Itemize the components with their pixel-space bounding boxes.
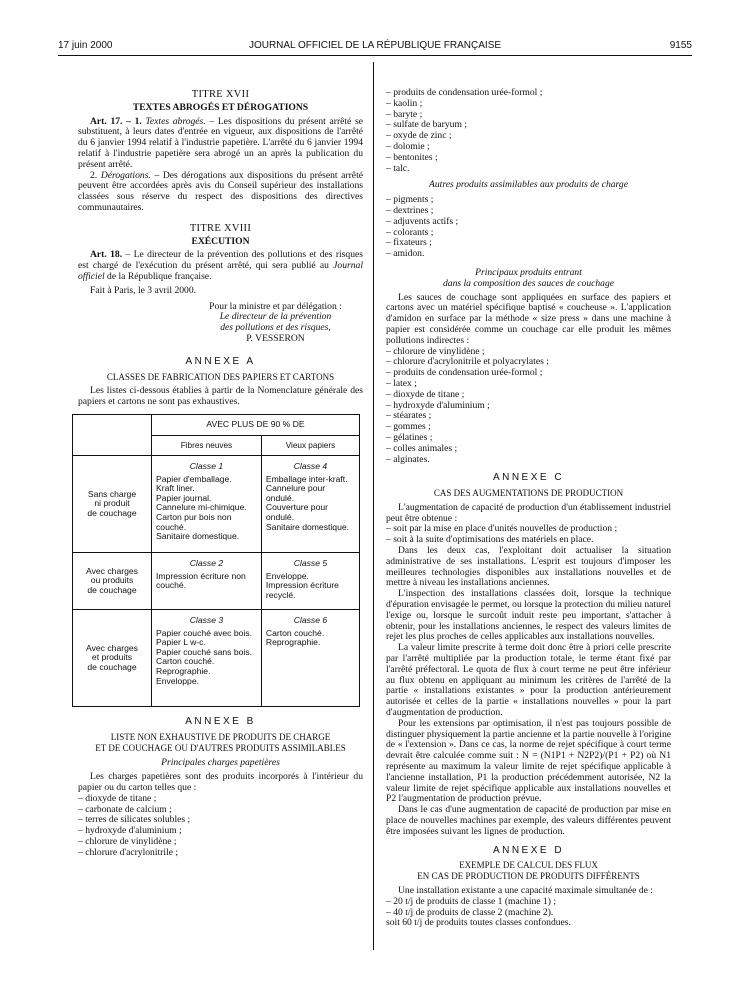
list-item: – bentonites ; (386, 153, 671, 164)
list-item: – amidon. (386, 249, 671, 260)
table-col-vieux-papiers: Vieux papiers (261, 435, 359, 456)
annexe-c-paragraph: La valeur limite prescrite à terme doit donc être à priori celle prescrite par l'arrêté multipliée par la production totale, le terme étant fixé par l'arrêté préfectoral. Le quota de flux à court terme ne peut être inférieur au flux obtenu en appliquant au minimum les critères de l'arrêté de la partie « installations existantes » pour la production antérieurement autorisée et celles de la partie « installations nouvelles » pour la part d'augmentation de production. (386, 642, 671, 719)
header-page-number: 9155 (669, 40, 692, 51)
list-item: – chlorure de vinylidène ; (78, 837, 363, 848)
list-item: – gélatines ; (386, 433, 671, 444)
annexe-d-heading: ANNEXE D (492, 844, 565, 856)
article-17-2-italic: Dérogations. (100, 169, 151, 181)
list-item: – 40 t/j de produits de classe 2 (machine 2). (386, 908, 671, 919)
article-18-text-a: – Le directeur de la prévention des pollutions et des risques est chargé de l'exécution du présent arrêté, qui sera publié au (78, 249, 364, 272)
signature-name: P. VESSERON (246, 332, 305, 344)
article-17-label: Art. 17. – 1. (90, 115, 142, 127)
titre-17-heading: TITRE XVII (191, 89, 250, 100)
class-products: Enveloppe. Impression écriture recyclé. (265, 570, 339, 600)
table-col-fibres-neuves: Fibres neuves (152, 435, 262, 456)
class-name: Classe 1 (189, 461, 224, 472)
sauces-list (386, 347, 671, 466)
class-name: Classe 6 (293, 615, 328, 626)
charges-list (78, 794, 363, 859)
article-18-text-b: de la République française. (107, 270, 212, 282)
class-products: Papier d'emballage. Kraft liner. Papier journal. Cannelure mi-chimique. Carton pur bois non couché. Sanitaire domestique. (156, 473, 247, 542)
list-item: – latex ; (386, 379, 671, 390)
annexe-c-paragraph: Pour les extensions par optimisation, il n'est pas toujours possible de distinguer physiquement la partie ancienne et la partie nouvelle à l'origine de « l'extension ». Dans ce cas, la norme de rejet spécifique à court terme devrait être calculée comme suit : N = (N1P1 + N2P2)/(P1 + P2) où N1 représente au maximum la valeur limite de rejet spécifique applicable à l'ancienne installation, P1 la production précédemment autorisée, N2 la valeur limite de rejet spécifique applicable aux installations nouvelles et P2 l'augmentation de production prévue. (386, 717, 671, 805)
classes-table (72, 414, 360, 707)
table-row (73, 553, 360, 610)
table-row (73, 610, 360, 707)
charges-list-continued (386, 88, 671, 174)
class-products: Papier couché avec bois. Papier L w-c. Papier couché sans bois. Carton couché. Reprographie. Enveloppe. (156, 627, 253, 686)
annexe-b-title-1: LISTE NON EXHAUSTIVE DE PRODUITS DE CHARGE (110, 731, 331, 742)
header-date: 17 juin 2000 (58, 40, 113, 51)
list-item: – chlorure d'acrylonitrile ; (78, 848, 363, 859)
list-item: – chlorure d'acrylonitrile et polyacrylates ; (386, 357, 671, 368)
list-item: – talc. (386, 164, 671, 175)
class-products: Impression écriture non couché. (156, 570, 246, 591)
table-cell (261, 456, 359, 553)
sauces-intro: Les sauces de couchage sont appliquées en surface des papiers et cartons avec un matériel spécifique baptisé « coucheuse ». L'application d'amidon en surface par la méthode « size press » dans une machine à papier est considérée comme un couchage car elle produit les mêmes pollutions indirectes : (386, 291, 671, 346)
page-header (58, 40, 692, 54)
table-cell (152, 456, 262, 553)
class-products: Emballage inter-kraft. Cannelure pour ondulé. Couverture pour ondulé. Sanitaire domestique. (265, 473, 350, 532)
table-row-label: Sans charge ni produit de couchage (73, 456, 152, 553)
list-item: – colles animales ; (386, 444, 671, 455)
list-item: – oxyde de zinc ; (386, 131, 671, 142)
annexe-b-heading: ANNEXE B (185, 716, 256, 728)
annexe-a-title: CLASSES DE FABRICATION DES PAPIERS ET CARTONS (106, 371, 335, 382)
table-cell (152, 553, 262, 610)
fait-a-paris: Fait à Paris, le 3 avril 2000. (90, 284, 197, 296)
table-cell (261, 610, 359, 707)
table-row-label: Avec charges ou produits de couchage (73, 553, 152, 610)
assimilables-subtitle: Autres produits assimilables aux produits de charge (429, 179, 628, 191)
article-18-label: Art. 18. (90, 249, 123, 261)
list-item: – dioxyde de titane ; (386, 390, 671, 401)
list-item: – hydroxyde d'aluminium ; (386, 401, 671, 412)
list-item: – colorants ; (386, 228, 671, 239)
class-products: Carton couché. Reprographie. (265, 627, 325, 648)
table-group-header: AVEC PLUS DE 90 % DE (152, 414, 360, 435)
article-17-2-label: 2. (90, 169, 98, 181)
annexe-c-paragraph: L'inspection des installations classées doit, lorsque la technique d'épuration envisagée le permet, ou lorsque la protection du milieu naturel l'exige ou, lorsque le surcoût induit reste peu important, s'attacher à obtenir, pour les installations anciennes, le respect des valeurs limites de rejet les plus proches de celles applicables aux installations nouvelles. (386, 588, 671, 643)
annexe-d-paragraph: Une installation existante a une capacité maximale simultanée de : (398, 884, 653, 896)
list-item: – baryte ; (386, 110, 671, 121)
class-name: Classe 2 (189, 558, 224, 569)
annexe-c-paragraph: Dans le cas d'une augmentation de capacité de production par mise en place de nouvelles machines par exemple, des valeurs différentes peuvent être imposées suivant les lignes de production. (386, 804, 671, 837)
annexe-d-title-2: EN CAS DE PRODUCTION DE PRODUITS DIFFÉRENTS (417, 871, 640, 882)
titre-18-subheading: EXÉCUTION (191, 235, 250, 247)
sauces-subtitle-2: dans la composition des sauces de couchage (442, 277, 615, 289)
annexe-c-title: CAS DES AUGMENTATIONS DE PRODUCTION (433, 488, 624, 499)
article-17-2-paragraph (78, 171, 363, 214)
list-item: – produits de condensation urée-formol ; (386, 368, 671, 379)
signature-line-1: Pour la ministre et par délégation : (209, 300, 342, 312)
annexe-d-total: soit 60 t/j de produits toutes classes confondues. (386, 917, 571, 929)
class-name: Classe 4 (293, 461, 328, 472)
article-17-paragraph (78, 117, 363, 171)
list-item: – pigments ; (386, 195, 671, 206)
list-item: – chlorure de vinylidène ; (386, 347, 671, 358)
annexe-a-heading: ANNEXE A (185, 355, 256, 367)
list-item: – adjuvents actifs ; (386, 217, 671, 228)
list-item: – stéarates ; (386, 411, 671, 422)
assimilables-list (386, 195, 671, 260)
list-item: – soit par la mise en place d'unités nouvelles de production ; (386, 524, 671, 535)
annexe-b-title-2: ET DE COUCHAGE OU D'AUTRES PRODUITS ASSIMILABLES (95, 742, 346, 753)
production-list (386, 897, 671, 919)
list-item: – 20 t/j de produits de classe 1 (machine 1) ; (386, 897, 671, 908)
header-journal-title: JOURNAL OFFICIEL DE LA RÉPUBLIQUE FRANÇAISE (248, 40, 502, 51)
list-item: – dextrines ; (386, 206, 671, 217)
table-row-label: Avec charges et produits de couchage (73, 610, 152, 707)
annexe-d-title-1: EXEMPLE DE CALCUL DES FLUX (459, 860, 598, 871)
augmentation-list (386, 524, 671, 546)
sauces-subtitle-1: Principaux produits entrant (475, 266, 582, 278)
titre-18-heading: TITRE XVIII (189, 222, 252, 234)
column-divider (373, 62, 374, 950)
table-cell (261, 553, 359, 610)
table-cell (152, 610, 262, 707)
article-17-text: – Les dispositions du présent arrêté se substituent, à leurs dates d'entrée en vigueur, aux dispositions de l'arrêté du 6 janvier 1994 relatif à l'industrie papetière. L'arrêté du 6 janvier 1994 relatif à l'industrie papetière sera abrogé un an après la publication du présent arrêté. (78, 115, 363, 170)
annexe-b-intro: Les charges papetières sont des produits incorporés à l'intérieur du papier ou du carton telles que : (78, 771, 363, 794)
left-column (78, 62, 363, 859)
class-name: Classe 5 (293, 558, 328, 569)
list-item: – gommes ; (386, 422, 671, 433)
list-item: – soit à la suite d'optimisations des matériels en place. (386, 535, 671, 546)
annexe-b-subtitle: Principales charges papetières (161, 756, 280, 768)
list-item: – carbonate de calcium ; (78, 805, 363, 816)
article-17-italic: Textes abrogés. (145, 115, 206, 127)
titre-17-subheading: TEXTES ABROGÉS ET DÉROGATIONS (132, 101, 309, 113)
annexe-c-paragraph: Dans les deux cas, l'exploitant doit actualiser la situation administrative de ses installations. L'esprit est toujours d'imposer les meilleures technologies disponibles aux installations nouvelles et de mettre à niveau les installations anciennes. (386, 545, 671, 589)
annexe-c-paragraph: L'augmentation de capacité de production d'un établissement industriel peut être obtenue : (386, 501, 671, 524)
list-item: – sulfate de baryum ; (386, 120, 671, 131)
article-18-paragraph (78, 250, 363, 282)
annexe-a-intro: Les listes ci-dessous établies à partir de la Nomenclature générale des papiers et cartons ne sont pas exhaustives. (78, 385, 363, 408)
annexe-c-heading: ANNEXE C (492, 472, 565, 484)
article-17-2-text: – Des dérogations aux dispositions du présent arrêté peuvent être accordées après avis du Conseil supérieur des installations classées sous réserve du respect des dispositions des directives communautaires. (78, 169, 363, 213)
header-rule (58, 55, 692, 56)
list-item: – fixateurs ; (386, 238, 671, 249)
table-row (73, 456, 360, 553)
signature-line-2: Le directeur de la prévention (219, 311, 332, 323)
list-item: – dolomie ; (386, 142, 671, 153)
class-name: Classe 3 (189, 615, 224, 626)
list-item: – hydroxyde d'aluminium ; (78, 826, 363, 837)
list-item: – dioxyde de titane ; (78, 794, 363, 805)
right-column (386, 62, 671, 929)
list-item: – alginates. (386, 455, 671, 466)
article-18-italic: Journal officiel (78, 260, 363, 282)
list-item: – terres de silicates solubles ; (78, 815, 363, 826)
table-corner (73, 414, 152, 455)
list-item: – produits de condensation urée-formol ; (386, 88, 671, 99)
list-item: – kaolin ; (386, 99, 671, 110)
signature-line-3: des pollutions et des risques, (220, 322, 331, 334)
